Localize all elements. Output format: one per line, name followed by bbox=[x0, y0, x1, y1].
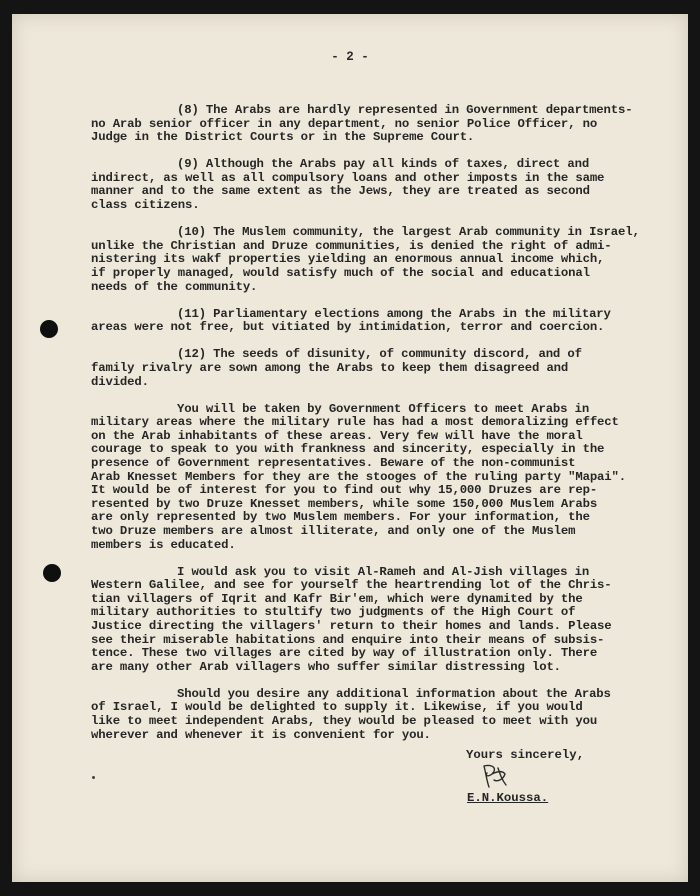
text-line: It would be of interest for you to find out why 15,000 Druzes are rep- bbox=[91, 483, 598, 498]
closing-salutation: Yours sincerely, bbox=[466, 748, 585, 762]
text-line: members is educated. bbox=[91, 537, 236, 552]
paragraph bbox=[91, 104, 673, 145]
text-line: of Israel, I would be delighted to supply it. Likewise, if you would bbox=[91, 700, 583, 715]
text-line: courage to speak to you with frankness and sincerity, especially in the bbox=[91, 442, 605, 457]
text-line: areas were not free, but vitiated by intimidation, terror and coercion. bbox=[91, 320, 605, 335]
text-line: needs of the community. bbox=[91, 279, 258, 294]
text-line: military areas where the military rule has had a most demoralizing effect bbox=[91, 415, 619, 430]
text-line: Western Galilee, and see for yourself the heartrending lot of the Chris- bbox=[91, 578, 612, 593]
text-line: I would ask you to visit Al-Rameh and Al-Jish villages in bbox=[177, 564, 590, 579]
text-line: unlike the Christian and Druze communities, is denied the right of admi- bbox=[91, 238, 612, 253]
text-line: if properly managed, would satisfy much of the social and educational bbox=[91, 265, 590, 280]
text-line: (9) Although the Arabs pay all kinds of taxes, direct and bbox=[177, 157, 590, 172]
page-number: - 2 - bbox=[331, 50, 369, 64]
paper-speck bbox=[92, 776, 95, 779]
text-line: nistering its wakf properties yielding an enormous annual income which, bbox=[91, 252, 605, 267]
text-line: Justice directing the villagers' return to their homes and lands. Please bbox=[91, 619, 612, 633]
text-line: resented by two Druze Knesset members, while some 150,000 Muslem Arabs bbox=[91, 496, 598, 511]
text-line: are many other Arab villagers who suffer similar distressing lot. bbox=[91, 659, 561, 674]
punch-hole-top bbox=[40, 320, 58, 338]
text-line: wherever and whenever it is convenient for you. bbox=[91, 727, 431, 742]
text-line: family rivalry are sown among the Arabs to keep them disagreed and bbox=[91, 360, 569, 375]
text-line: Arab Knesset Members for they are the stooges of the ruling party "Mapai". bbox=[91, 469, 626, 484]
paragraph bbox=[91, 308, 673, 335]
text-line: Should you desire any additional information about the Arabs bbox=[177, 686, 611, 701]
text-line: (10) The Muslem community, the largest Arab community in Israel, bbox=[177, 225, 640, 240]
punch-hole-bottom bbox=[43, 564, 61, 582]
paragraph bbox=[91, 348, 673, 389]
paragraph bbox=[91, 158, 673, 212]
text-line: (11) Parliamentary elections among the Arabs in the military bbox=[177, 306, 611, 321]
text-line: tence. These two villages are cited by way of illustration only. There bbox=[91, 646, 598, 661]
text-line: on the Arab inhabitants of these areas. Very few will have the moral bbox=[91, 428, 583, 443]
text-line: presence of Government representatives. Beware of the non-communist bbox=[91, 455, 576, 470]
text-line: divided. bbox=[91, 374, 149, 389]
handwritten-signature bbox=[478, 760, 512, 790]
text-line: see their miserable habitations and enquire into their means of subsis- bbox=[91, 632, 605, 647]
text-line: You will be taken by Government Officers to meet Arabs in bbox=[177, 401, 590, 416]
letter-body bbox=[91, 104, 673, 756]
text-line: like to meet independent Arabs, they would be pleased to meet with you bbox=[91, 714, 598, 729]
text-line: (8) The Arabs are hardly represented in Government departments- bbox=[177, 103, 633, 117]
text-line: indirect, as well as all compulsory loans and other imposts in the same bbox=[91, 170, 605, 185]
paragraph bbox=[91, 688, 673, 742]
text-line: tian villagers of Iqrit and Kafr Bir'em, which were dynamited by the bbox=[91, 591, 583, 606]
text-line: are only represented by two Muslem members. For your information, the bbox=[91, 510, 590, 525]
text-line: manner and to the same extent as the Jews, they are treated as second bbox=[91, 184, 590, 199]
text-line: Judge in the District Courts or in the Supreme Court. bbox=[91, 130, 475, 145]
text-line: no Arab senior officer in any department, no senior Police Officer, no bbox=[91, 116, 598, 131]
text-line: (12) The seeds of disunity, of community discord, and of bbox=[177, 347, 582, 362]
text-line: military authorities to stultify two judgments of the High Court of bbox=[91, 605, 576, 620]
text-line: two Druze members are almost illiterate, and only one of the Muslem bbox=[91, 523, 576, 538]
paragraph bbox=[91, 566, 673, 675]
signatory-name: E.N.Koussa. bbox=[467, 791, 549, 805]
text-line: class citizens. bbox=[91, 198, 200, 213]
paragraph bbox=[91, 226, 673, 294]
paragraph bbox=[91, 403, 673, 553]
